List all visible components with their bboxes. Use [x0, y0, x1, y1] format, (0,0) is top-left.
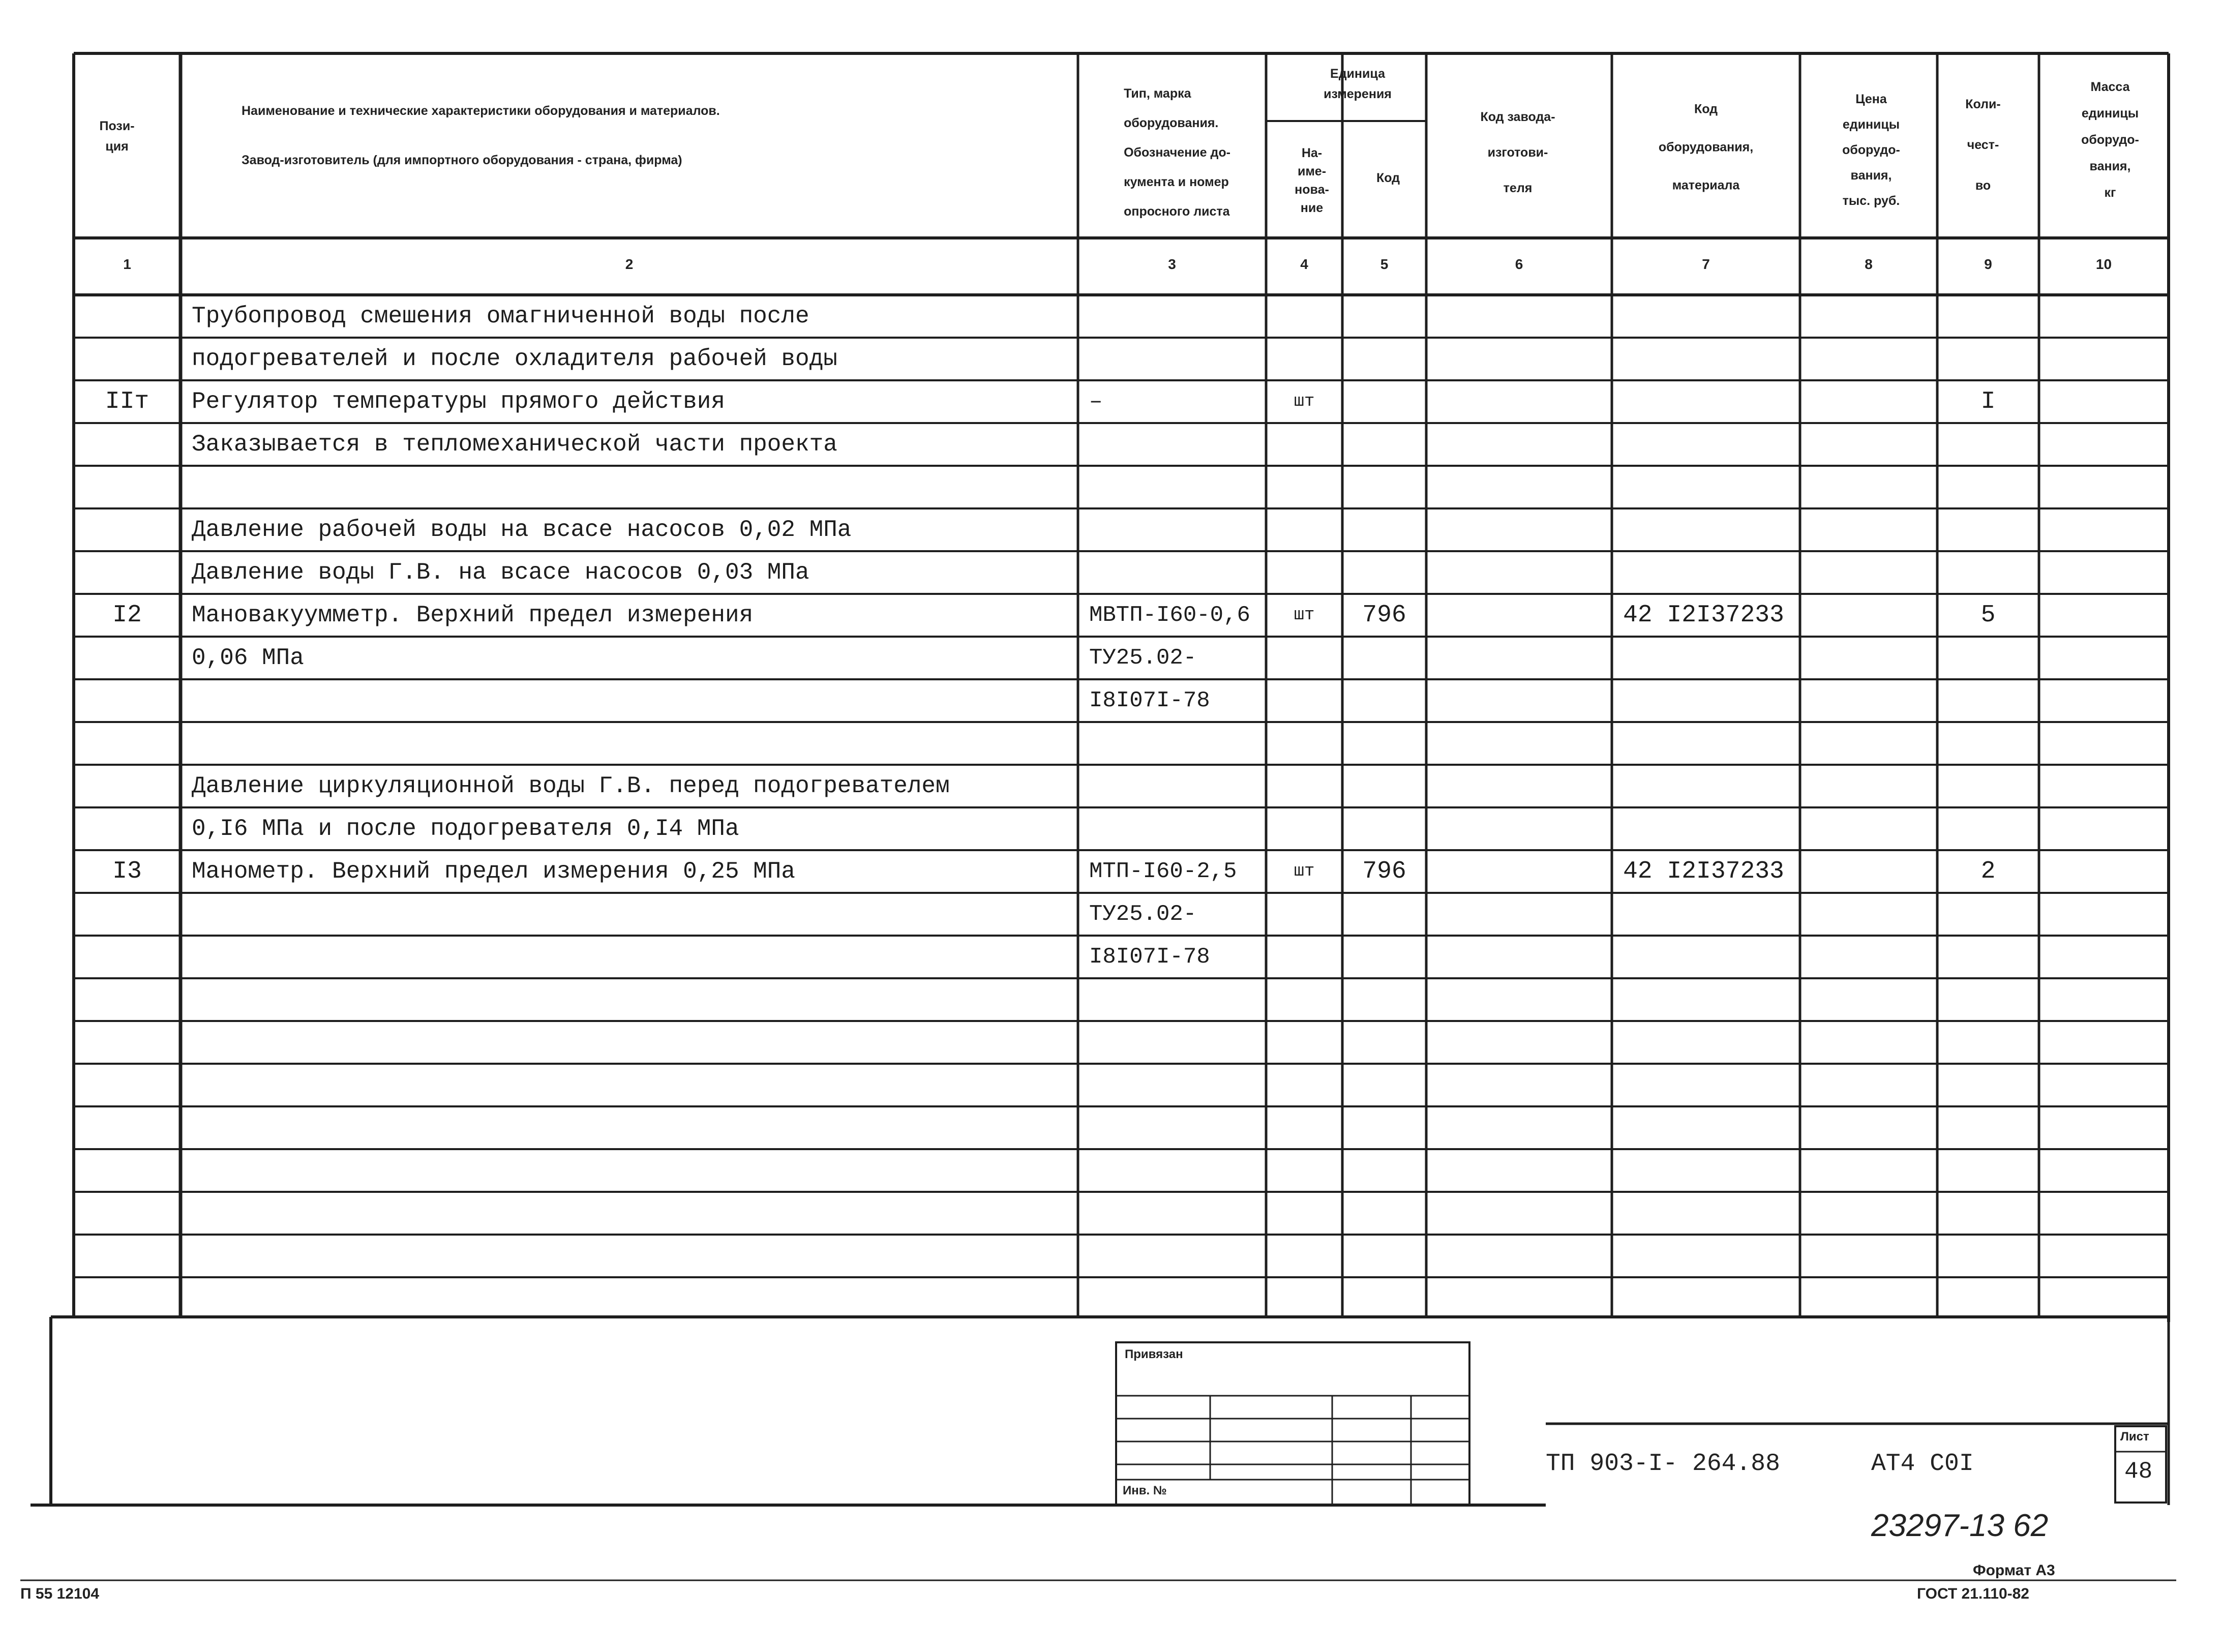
row-8-name: Мановакуумметр. Верхний предел измерения	[192, 602, 754, 628]
row-10-type: I8I07I-78	[1089, 688, 1210, 713]
header-mass: Масса единицы оборудо- вания, кг	[2081, 80, 2139, 200]
row-15-type: ТУ25.02-	[1089, 902, 1197, 927]
stamp-doc-code: ТП 903-I- 264.88	[1546, 1450, 1780, 1478]
column-number-3: 3	[1168, 256, 1176, 272]
footer-gost: ГОСТ 21.110-82	[1917, 1585, 2029, 1602]
row-14-unit-code: 796	[1362, 858, 1406, 885]
row-7-name: Давление воды Г.В. на всасе насосов 0,03 МПа	[192, 559, 809, 586]
row-8-qty: 5	[1980, 602, 1996, 629]
row-6-name: Давление рабочей воды на всасе насосов 0,02 МПа	[192, 517, 852, 543]
stamp-sheet-number: 48	[2124, 1458, 2153, 1485]
row-8-pos: I2	[112, 602, 142, 629]
row-14-unit: шт	[1294, 862, 1315, 881]
row-14-name: Манометр. Верхний предел измерения 0,25 МПа	[192, 858, 795, 885]
column-number-4: 4	[1300, 256, 1308, 272]
row-3-pos: IIт	[105, 388, 149, 415]
handwritten-archive-number: 23297-13 62	[1871, 1508, 2049, 1543]
header-quantity: Коли- чест- во	[1965, 97, 2001, 193]
header-position: Пози- ция	[99, 119, 135, 154]
column-number-5: 5	[1380, 256, 1389, 272]
row-14-type: МТП-I60-2,5	[1089, 859, 1237, 884]
column-number-7: 7	[1702, 256, 1710, 272]
header-unit-group: Единица измерения	[1324, 67, 1392, 101]
row-8-code: 42 I2I37233	[1623, 602, 1784, 629]
header-name-line2: Завод-изготовитель (для импортного оборудования - страна, фирма)	[242, 153, 682, 167]
header-unit-name: На- име- нова- ние	[1295, 146, 1329, 215]
row-3-unit: шт	[1294, 392, 1315, 411]
row-8-unit: шт	[1294, 606, 1315, 625]
row-14-qty: 2	[1980, 858, 1996, 885]
row-14-pos: I3	[112, 858, 142, 885]
row-9-type: ТУ25.02-	[1089, 645, 1197, 671]
stamp-inv-label: Инв. №	[1123, 1484, 1167, 1497]
header-type: Тип, марка оборудования. Обозначение до- кумента и номер опросного листа	[1124, 86, 1230, 219]
column-number-6: 6	[1515, 256, 1523, 272]
column-number-2: 2	[625, 256, 634, 272]
column-number-10: 10	[2095, 256, 2112, 272]
header-name-line1: Наименование и технические характеристики оборудования и материалов.	[242, 104, 720, 118]
row-9-name: 0,06 МПа	[192, 645, 304, 671]
column-number-8: 8	[1865, 256, 1873, 272]
row-12-name: Давление циркуляционной воды Г.В. перед подогревателем	[192, 773, 950, 799]
row-14-code: 42 I2I37233	[1623, 858, 1784, 885]
footer-format: Формат А3	[1973, 1562, 2055, 1579]
row-1-name: Трубопровод смешения омагниченной воды после	[192, 303, 809, 329]
footer-left-code: П 55 12104	[20, 1585, 100, 1602]
row-16-type: I8I07I-78	[1089, 944, 1210, 970]
row-3-type: –	[1089, 389, 1103, 414]
stamp-sheet-label: Лист	[2120, 1430, 2149, 1444]
row-2-name: подогревателей и после охладителя рабочей воды	[192, 346, 837, 372]
stamp-doc-mark: АТ4 С0I	[1871, 1450, 1974, 1478]
column-number-9: 9	[1984, 256, 1992, 272]
stamp-privyazan-box	[1116, 1342, 1469, 1505]
column-number-1: 1	[123, 256, 131, 272]
row-8-unit-code: 796	[1362, 602, 1406, 629]
header-price: Цена единицы оборудо- вания, тыс. руб.	[1842, 92, 1900, 208]
header-plant-code: Код завода- изготови- теля	[1480, 110, 1555, 195]
row-13-name: 0,I6 МПа и после подогревателя 0,I4 МПа	[192, 816, 739, 842]
row-4-name: Заказывается в тепломеханической части проекта	[192, 431, 837, 458]
header-equipment-code: Код оборудования, материала	[1658, 102, 1754, 193]
header-unit-code: Код	[1376, 171, 1400, 185]
stamp-privyazan: Привязан	[1125, 1347, 1183, 1361]
row-3-qty: I	[1980, 388, 1996, 415]
row-8-type: МВТП-I60-0,6	[1089, 603, 1250, 628]
row-3-name: Регулятор температуры прямого действия	[192, 388, 725, 415]
